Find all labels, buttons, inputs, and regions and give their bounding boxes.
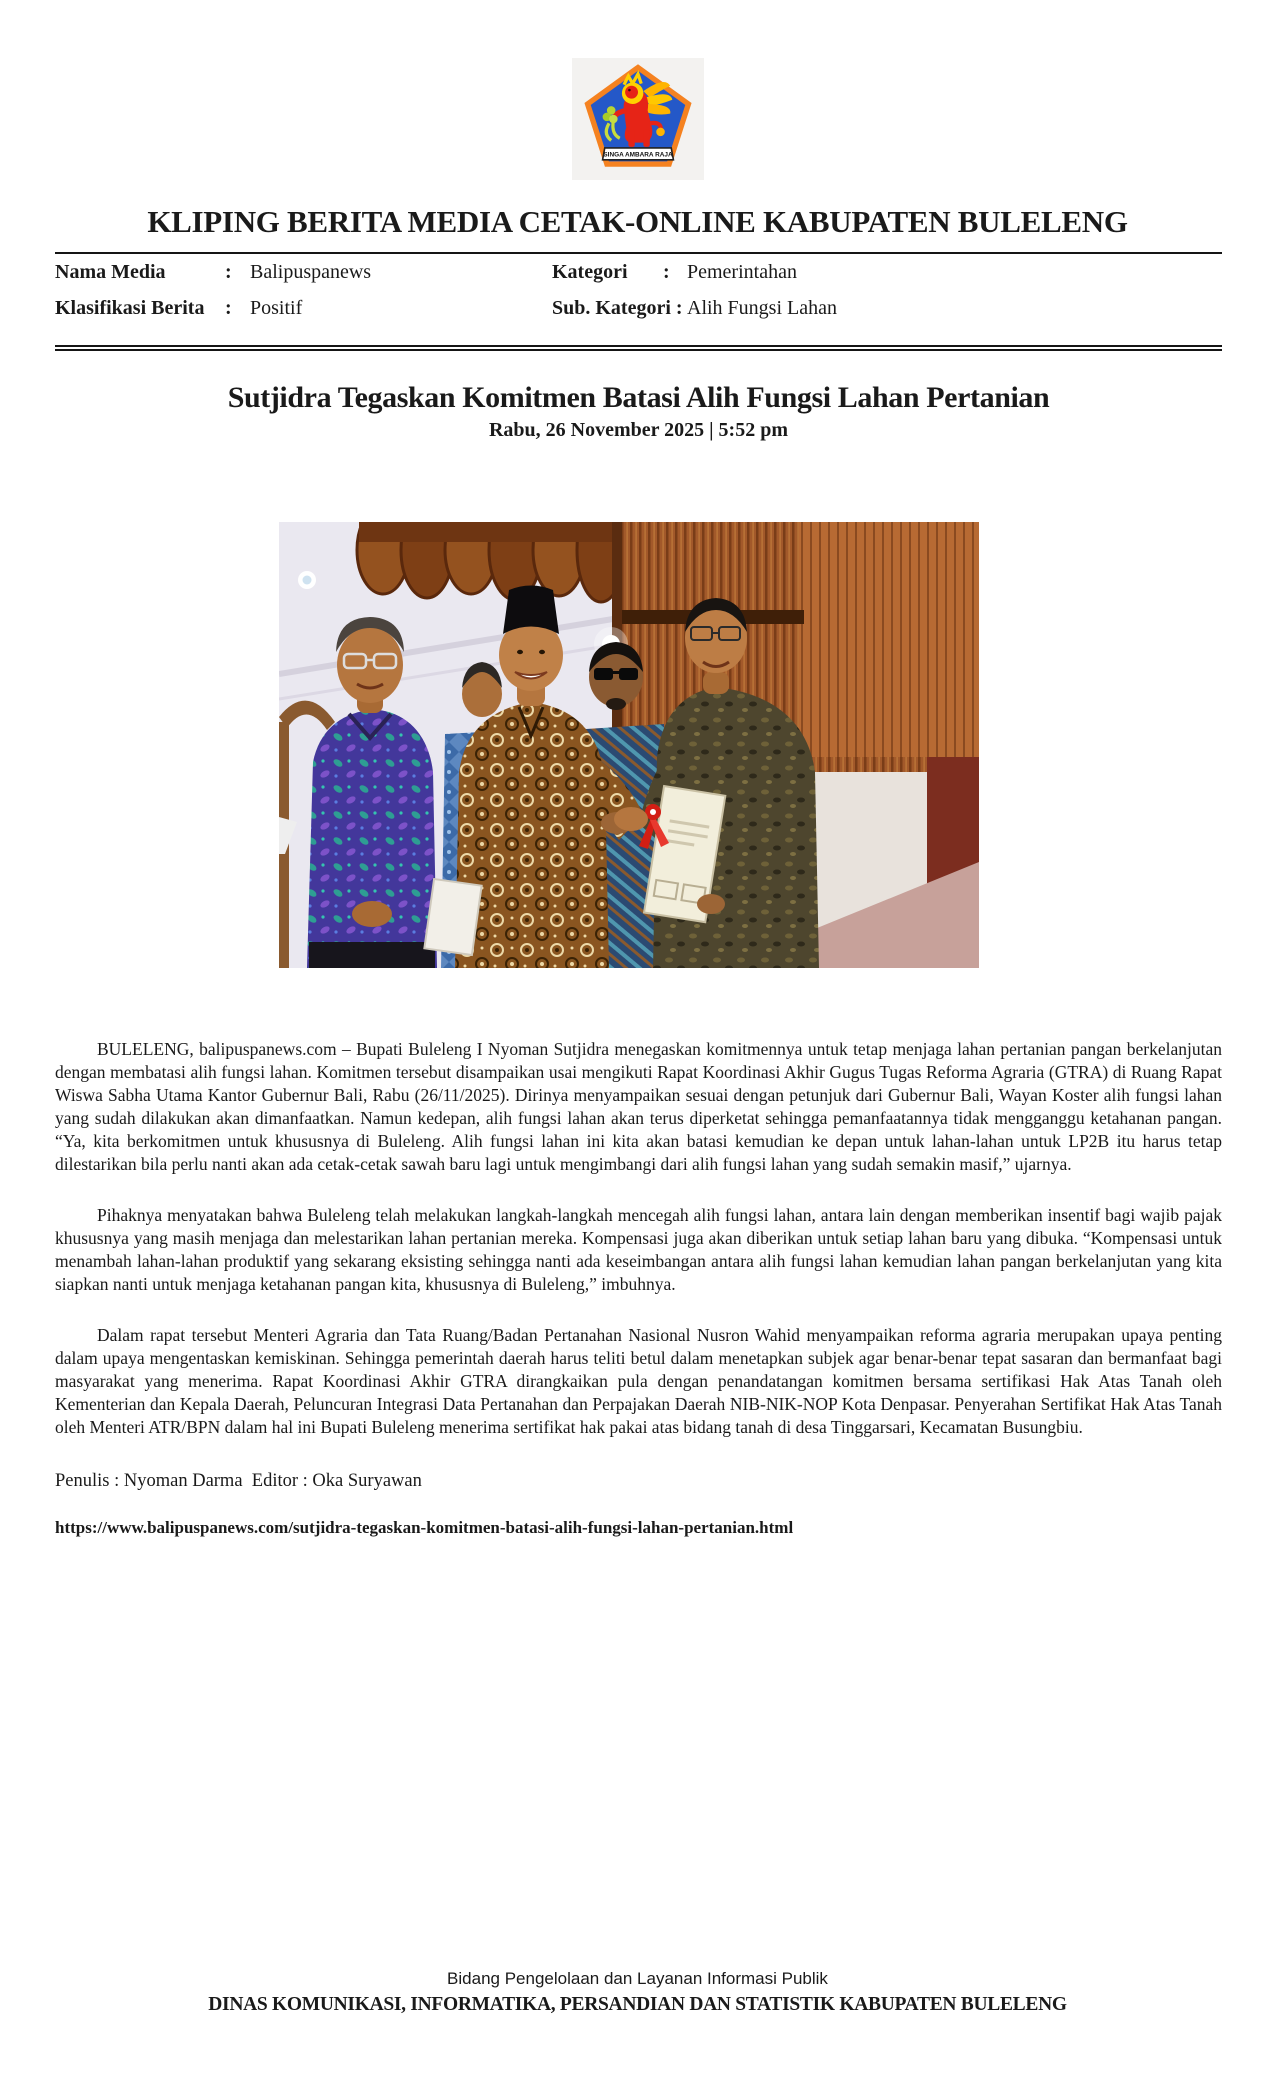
subcategory-value: Alih Fungsi Lahan [687,297,837,319]
article-datetime: Rabu, 26 November 2025 | 5:52 pm [488,419,789,441]
singa-ambara-raja-emblem-icon [579,63,697,175]
paragraph-1: BULELENG, balipuspanews.com – Bupati Buleleng I Nyoman Sutjidra menegaskan komitmennya untuk tetap menjaga lahan pertanian pangan berkelanjutan dengan membatasi alih fungsi lahan. Komitmen tersebut disampaikan usai mengikuti Rapat Koordinasi Akhir Gugus Tugas Reforma Agraria (GTRA) di Ruang Rapat Wiswa Sabha Utama Kantor Gubernur Bali, Rabu (26/11/2025). Dirinya menyampaikan sesuai dengan petunjuk dari Gubernur Bali, Wayan Koster alih fungsi lahan yang sudah dilakukan akan dimanfaatkan. Namun kedepan, alih fungsi lahan akan terus diperketat sehingga pemanfaatannya tidak mengganggu ketahanan pangan. “Ya, kita berkomitmen untuk khususnya di Buleleng. Alih fungsi lahan ini kita akan batasi kemudian ke depan untuk lahan-lahan untuk LP2B itu harus tetap dilestarikan bila perlu nanti akan ada cetak-cetak sawah baru lagi untuk mengimbangi dari alih fungsi lahan yang sudah semakin masif,” ujarnya. [55,1039,1222,1174]
category-row [552,261,1222,297]
paragraph-3: Dalam rapat tersebut Menteri Agraria dan Tata Ruang/Badan Pertanahan Nasional Nusron Wahid menyampaikan reforma agraria merupakan upaya penting dalam upaya mengentaskan kemiskinan. Sehingga pemerintah daerah harus teliti betul dalam menetapkan subjek agar benar-benar tepat sasaran dan bermanfaat bagi masyarakat yang menerima. Rapat Koordinasi Akhir GTRA dirangkaikan pula dengan penandatangan komitmen bersama sertifikasi Hak Atas Tanah oleh Kementerian dan Kepala Daerah, Peluncuran Integrasi Data Pertanahan dan Perpajakan Daerah NIB-NIK-NOP Kota Denpasar. Penyerahan Sertifikat Hak Atas Tanah oleh Menteri ATR/BPN dalam hal ini Bupati Buleleng menerima sertifikat hak pakai atas bidang tanah di desa Tinggarsari, Kecamatan Busungbiu. [55,1325,1222,1437]
footer-division: Bidang Pengelolaan dan Layanan Informasi Publik [447,1969,828,1988]
article-photo [279,522,979,968]
emblem-banner-text: SINGA AMBARA RAJA [602,151,673,159]
media-name-label: Nama Media [55,261,166,283]
article-url-link[interactable]: https://www.balipuspanews.com/sutjidra-tegaskan-komitmen-batasi-alih-fungsi-lahan-pertanian.html [55,1518,794,1537]
page-footer [0,1969,1275,2016]
document-title: KLIPING BERITA MEDIA CETAK-ONLINE KABUPATEN BULELENG [147,204,1128,239]
colon-separator: : [225,261,232,283]
article-body [55,1038,1222,1439]
media-info-table [55,252,1222,351]
classification-value: Positif [250,297,303,319]
colon-separator: : [663,261,670,283]
subcategory-label: Sub. Kategori : [552,297,683,319]
photo-illustration [279,522,979,968]
buleleng-logo [572,58,704,180]
media-info-left [55,261,552,333]
media-info-right [552,261,1222,333]
category-label: Kategori [552,261,628,283]
content-column [0,252,1275,1538]
classification-label: Klasifikasi Berita [55,297,205,319]
byline: Penulis : Nyoman Darma Editor : Oka Suryawan [55,1471,422,1491]
paragraph-2: Pihaknya menyatakan bahwa Buleleng telah melakukan langkah-langkah mencegah alih fungsi lahan, antara lain dengan memberikan insentif bagi wajib pajak khususnya yang masih menjaga dan melestarikan lahan pertanian mereka. Kompensasi juga akan diberikan untuk setiap lahan baru yang dibuka. “Kompensasi untuk menambah lahan-lahan produktif yang sekarang eksisting sehingga nanti ada keseimbangan antara alih fungsi lahan kemudian lahan pangan berkelanjutan yang kita siapkan nanti untuk menjaga ketahanan pangan kita, khususnya di Buleleng,” imbuhnya. [55,1205,1222,1294]
media-name-value: Balipuspanews [250,261,372,283]
subcategory-row [552,297,1222,333]
colon-separator: : [225,297,232,319]
article-headline: Sutjidra Tegaskan Komitmen Batasi Alih Fungsi Lahan Pertanian [227,381,1050,414]
media-name-row [55,261,552,297]
classification-row [55,297,552,333]
category-value: Pemerintahan [687,261,797,283]
footer-agency: DINAS KOMUNIKASI, INFORMATIKA, PERSANDIAN DAN STATISTIK KABUPATEN BULELENG [208,1994,1067,2015]
